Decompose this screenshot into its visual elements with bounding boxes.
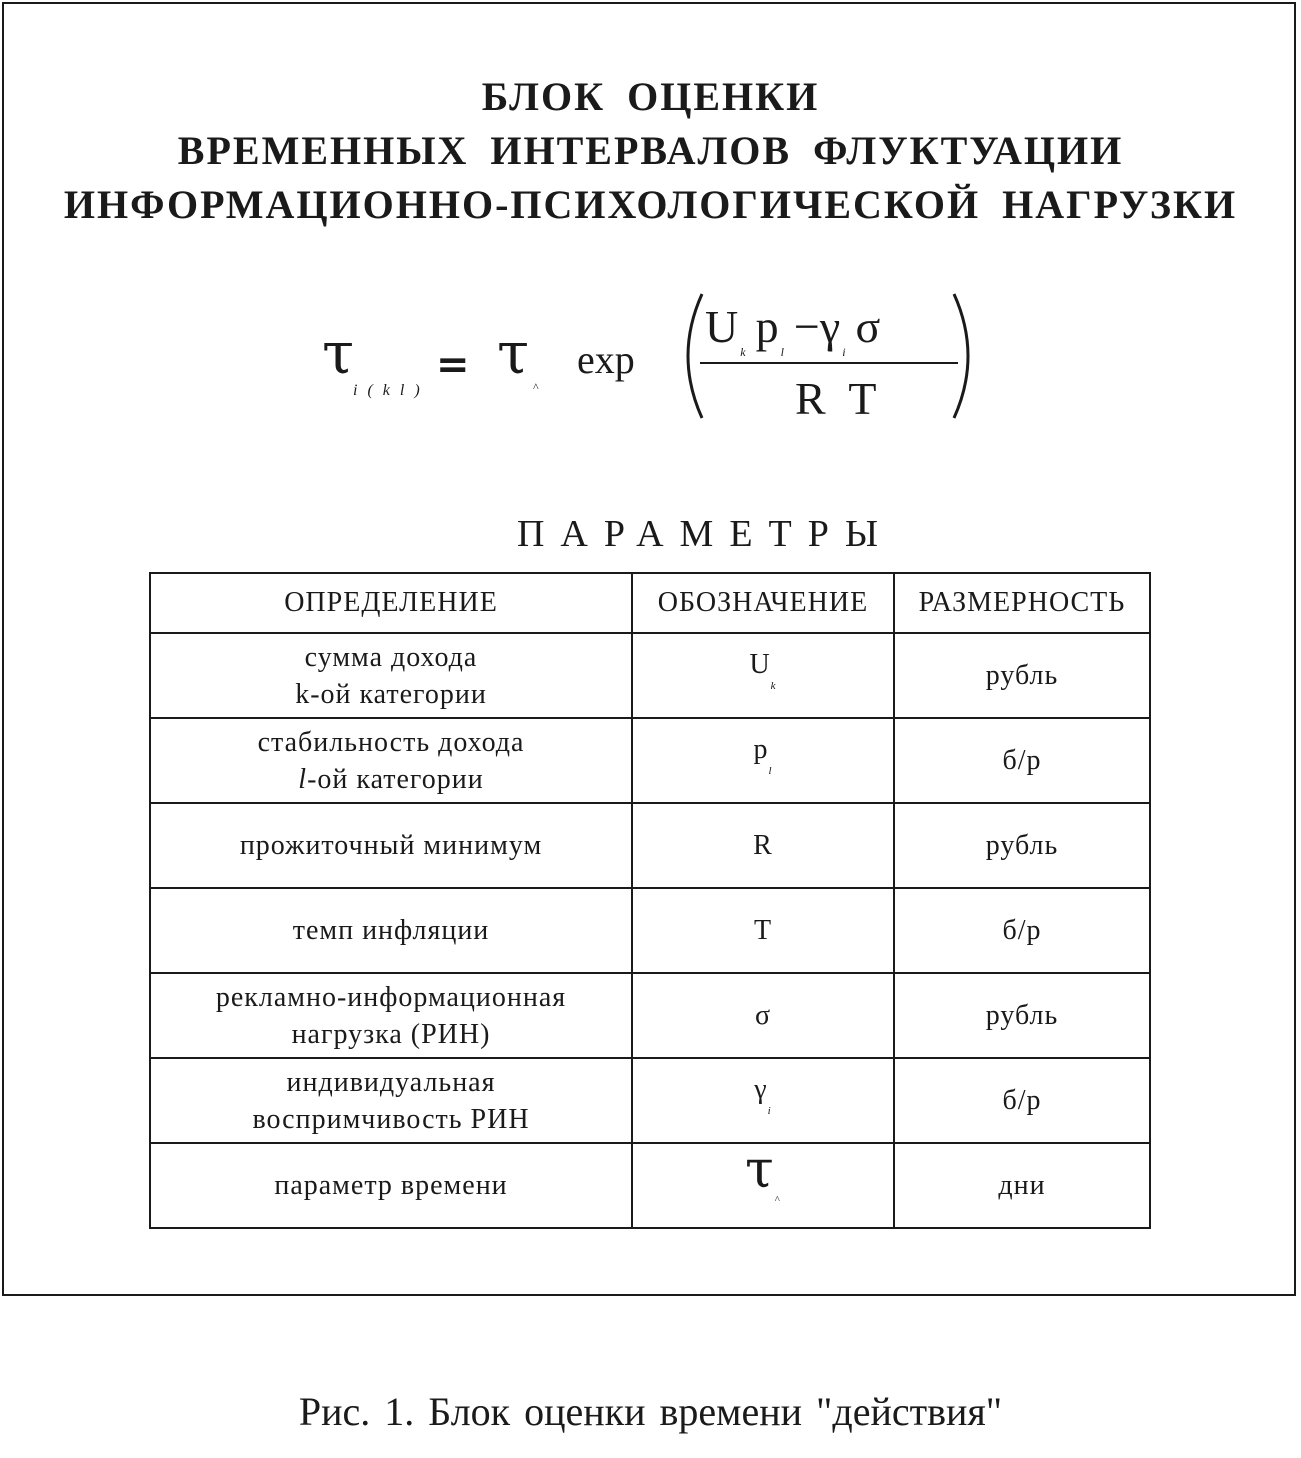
row-unit: б/р	[894, 1058, 1150, 1143]
definition-line: темп инфляции	[292, 915, 490, 946]
title-line-3: ИНФОРМАЦИОННО-ПСИХОЛОГИЧЕСКОЙ НАГРУЗКИ	[63, 182, 1238, 227]
definition-line: рекламно-информационная	[215, 981, 567, 1013]
fraction-numerator	[705, 300, 880, 360]
table-row	[150, 803, 1150, 888]
row-symbol	[632, 1140, 894, 1228]
numerator-u: U	[705, 301, 739, 352]
definition-line: стабильность дохода	[257, 726, 525, 758]
equals-sign: =	[436, 342, 470, 388]
definition-line: нагрузка (РИН)	[291, 1018, 491, 1050]
table-row	[150, 888, 1150, 973]
definition-line: прожиточный минимум	[239, 830, 543, 861]
title-line-2: ВРЕМЕННЫХ ИНТЕРВАЛОВ ФЛУКТУАЦИИ	[177, 128, 1124, 173]
definition-line	[151, 761, 631, 798]
symbol-glyph: γ	[754, 1074, 768, 1105]
symbol-glyph: τ	[745, 1140, 775, 1200]
symbol-subscript: l	[768, 765, 773, 777]
italic-l: l	[298, 763, 308, 795]
definition-line: параметр времени	[274, 1170, 508, 1201]
row-unit: рубль	[894, 973, 1150, 1058]
row-symbol	[632, 803, 894, 888]
symbol-glyph: p	[753, 734, 769, 765]
row-definition	[150, 803, 632, 888]
row-symbol	[632, 1058, 894, 1143]
symbol-subscript: k	[770, 680, 777, 692]
row-definition	[150, 1058, 632, 1143]
exp-function: exp	[577, 337, 635, 382]
numerator-minus: −	[793, 301, 820, 352]
row-symbol	[632, 633, 894, 718]
table-row	[150, 973, 1150, 1058]
parameters-heading: ПАРАМЕТРЫ	[516, 513, 895, 555]
table-row	[150, 633, 1150, 718]
definition-line: индивидуальная	[286, 1066, 496, 1098]
row-definition	[150, 718, 632, 803]
row-unit: рубль	[894, 633, 1150, 718]
table-row	[150, 718, 1150, 803]
title-line-1: БЛОК ОЦЕНКИ	[481, 74, 820, 119]
header-definition: ОПРЕДЕЛЕНИЕ	[150, 573, 632, 633]
figure-caption: Рис. 1. Блок оценки времени "действия"	[298, 1389, 1003, 1434]
symbol-glyph: R	[753, 830, 773, 861]
definition-line: k-ой категории	[295, 678, 487, 710]
row-symbol	[632, 888, 894, 973]
row-symbol	[632, 973, 894, 1058]
lhs-tau-symbol: τ	[322, 319, 355, 387]
numerator-p-sub: l	[780, 345, 784, 359]
numerator-p: p	[755, 301, 779, 352]
header-designation: ОБОЗНАЧЕНИЕ	[632, 573, 894, 633]
symbol-glyph: T	[753, 915, 773, 946]
row-unit: дни	[894, 1143, 1150, 1228]
row-symbol	[632, 718, 894, 803]
row-definition	[150, 973, 632, 1058]
definition-line: сумма дохода	[304, 641, 478, 673]
numerator-sigma: σ	[855, 301, 881, 352]
table-row	[150, 1143, 1150, 1228]
row-definition	[150, 1143, 632, 1228]
symbol-glyph: U	[749, 649, 771, 680]
numerator-gamma: γ	[819, 301, 841, 352]
lhs-subscript: i ( k l )	[353, 382, 423, 399]
row-unit: б/р	[894, 718, 1150, 803]
numerator-u-sub: k	[740, 345, 746, 359]
definition-line: воспримчивость РИН	[252, 1103, 530, 1135]
table-header-row	[150, 573, 1150, 633]
row-unit: рубль	[894, 803, 1150, 888]
row-definition	[150, 633, 632, 718]
fraction-bar	[700, 362, 958, 364]
parameters-table	[149, 572, 1151, 1229]
header-dimension: РАЗМЕРНОСТЬ	[894, 573, 1150, 633]
numerator-gamma-sub: i	[842, 345, 846, 359]
symbol-glyph: σ	[754, 1000, 772, 1031]
right-parenthesis	[944, 290, 984, 422]
rhs-subscript: ^	[533, 380, 539, 394]
main-formula	[0, 290, 1301, 440]
row-definition	[150, 888, 632, 973]
symbol-subscript: i	[767, 1105, 772, 1117]
rhs-tau-symbol: τ	[497, 319, 530, 387]
symbol-subscript: ^	[774, 1194, 781, 1206]
definition-line-rest: -ой категории	[307, 763, 484, 795]
table-row	[150, 1058, 1150, 1143]
row-unit: б/р	[894, 888, 1150, 973]
block-title	[0, 70, 1301, 232]
fraction-denominator: R T	[795, 373, 883, 424]
